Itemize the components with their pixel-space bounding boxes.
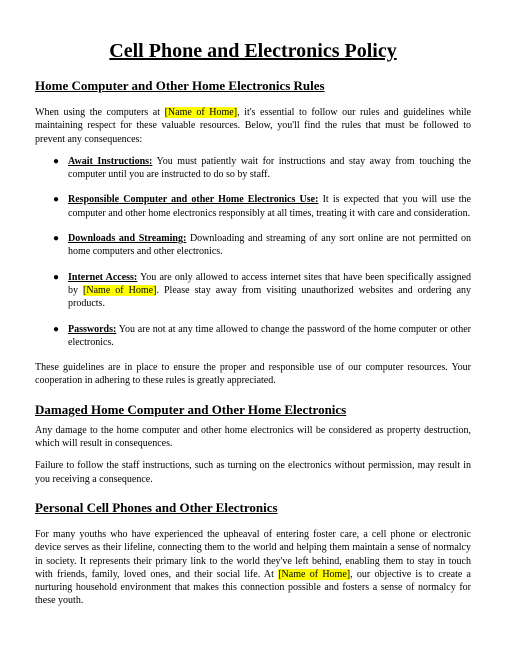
rule-text: You are not at any time allowed to change the password of the home computer or other electronics. — [68, 323, 471, 348]
rule-term: Await Instructions: — [68, 155, 153, 167]
rule-term: Internet Access: — [68, 271, 138, 283]
section-heading-personal: Personal Cell Phones and Other Electronics — [35, 499, 278, 515]
rule-text: Downloading and streaming of any sort online are not permitted on home computers and other electronics. — [68, 233, 471, 258]
rule-term: Passwords: — [68, 323, 117, 335]
personal-paragraph — [35, 528, 471, 608]
failure-paragraph: Failure to follow the staff instructions, such as turning on the electronics without permission, may result in you receiving a consequence. — [35, 460, 471, 485]
section-heading-damaged: Damaged Home Computer and Other Home Electronics — [35, 401, 347, 417]
intro-text-b: , it's essential to follow our rules and guidelines while maintaining respect for these valuable resources. Below, you'll find the rules that must be followed to prevent any consequences: — [35, 107, 471, 145]
bullet-icon: ● — [53, 155, 60, 167]
damage-paragraph: Any damage to the home computer and other home electronics will be considered as property destruction, which will result in consequences. — [35, 424, 471, 450]
closing-paragraph: These guidelines are in place to ensure the proper and responsible use of our computer resources. Your cooperation in adhering to these rules is greatly appreciated. — [35, 362, 471, 387]
home-name-highlight: [Name of Home] — [278, 568, 351, 580]
list-item — [35, 155, 471, 182]
list-item — [35, 193, 471, 220]
personal-text-a: For many youths who have experienced the upheaval of entering foster care, a cell phone or electronic device serves as their lifeline, connecting them to the world and helping them maintain a sense of normalcy in society. It represents their primary link to the world they've left behind, enabling them to stay in touch with friends, family, loved ones, and their social life. At — [35, 528, 471, 580]
intro-text-a: When using the computers at — [35, 107, 165, 118]
rule-term: Responsible Computer and other Home Electronics Use: — [68, 194, 319, 206]
bullet-icon: ● — [53, 271, 60, 283]
bullet-icon: ● — [53, 194, 60, 206]
home-name-highlight: [Name of Home] — [83, 284, 157, 296]
rules-list — [35, 155, 471, 349]
rule-text-cont: . Please stay away from visiting unauthorized websites and ordering any products. — [68, 284, 472, 310]
rule-text: You are only allowed to access internet sites that have been specifically assigned by — [68, 271, 472, 296]
intro-paragraph — [35, 106, 471, 146]
bullet-icon: ● — [53, 233, 60, 245]
list-item — [35, 323, 471, 350]
rule-text: You must patiently wait for instructions and stay away from touching the computer until you are instructed to do so by staff. — [68, 155, 471, 181]
home-name-highlight: [Name of Home] — [164, 107, 238, 118]
section-heading-home-computer: Home Computer and Other Home Electronics Rules — [35, 78, 325, 93]
personal-text-b: , our objective is to create a nurturing household environment that makes this connection possible and fosters a sense of normalcy for these youth. — [35, 568, 472, 607]
bullet-icon: ● — [53, 323, 60, 335]
list-item — [35, 271, 471, 311]
rule-term: Downloads and Streaming: — [68, 233, 187, 245]
list-item — [35, 232, 471, 259]
page-title: Cell Phone and Electronics Policy — [109, 40, 397, 62]
rule-text: It is expected that you will use the computer and other home electronics responsibly at all times, treating it with care and consideration. — [68, 194, 471, 219]
